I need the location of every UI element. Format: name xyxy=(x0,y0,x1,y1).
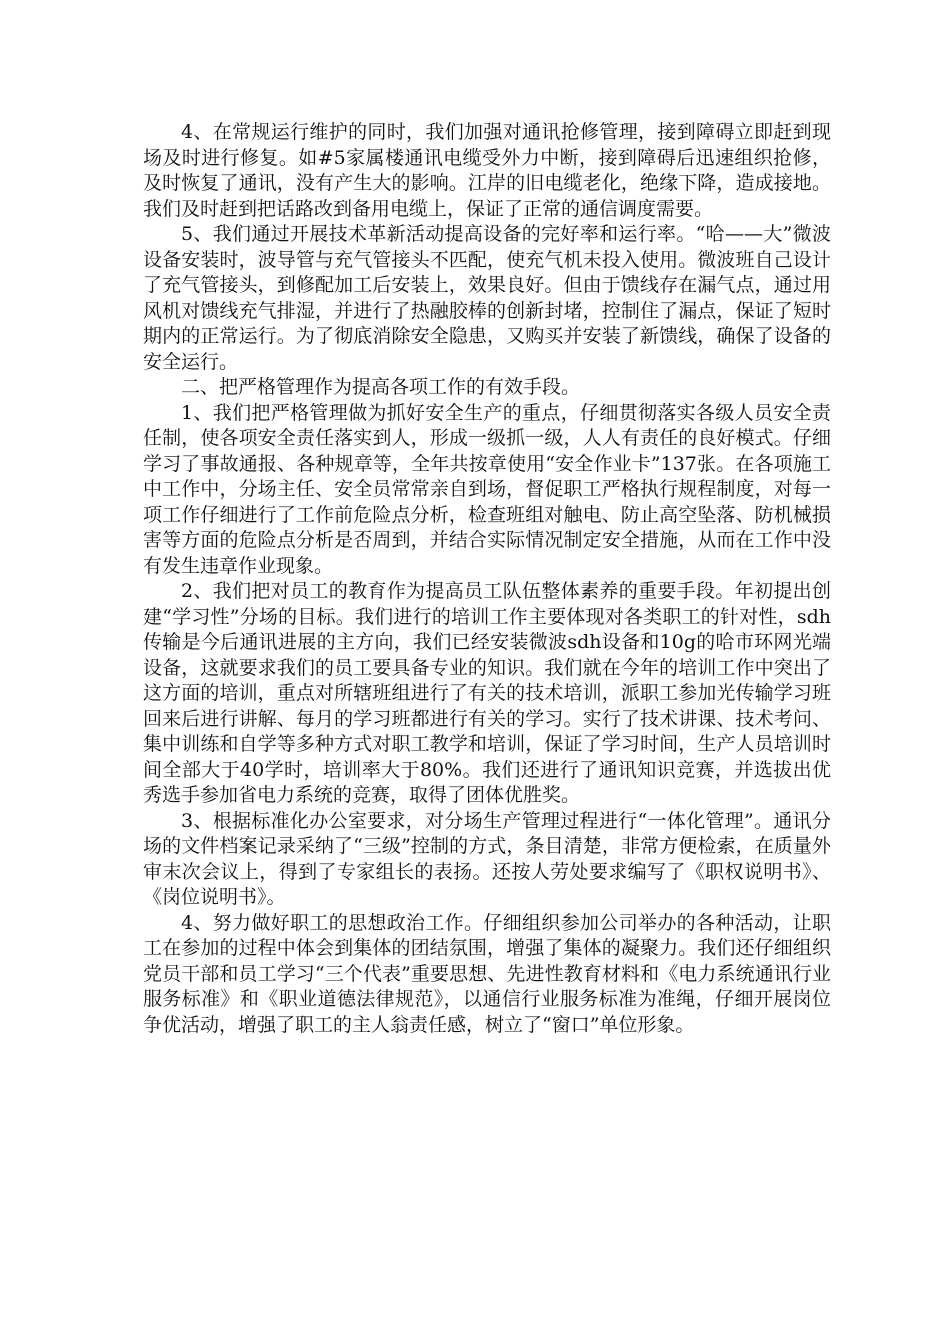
paragraph-4-maintenance: 4、在常规运行维护的同时，我们加强对通讯抢修管理，接到障碍立即赶到现场及时进行修复。如#5家属楼通讯电缆受外力中断，接到障碍后迅速组织抢修，及时恢复了通讯，没有产生大的影响。江岸的旧电缆老化，绝缘下降，造成接地。我们及时赶到把话路改到备用电缆上，保证了正常的通信调度需要。 xyxy=(143,121,831,220)
paragraph-1-strict-management: 1、我们把严格管理做为抓好安全生产的重点，仔细贯彻落实各级人员安全责任制，使各项安全责任落实到人，形成一级抓一级，人人有责任的良好模式。仔细学习了事故通报、各种规章等，全年共按章使用“安全作业卡”137张。在各项施工中工作中，分场主任、安全员常常亲自到场，督促职工严格执行规程制度，对每一项工作仔细进行了工作前危险点分析，检查班组对触电、防止高空坠落、防机械损害等方面的危险点分析是否周到，并结合实际情况制定安全措施，从而在工作中没有发生违章作业现象。 xyxy=(143,401,831,577)
paragraph-2-staff-education: 2、我们把对员工的教育作为提高员工队伍整体素养的重要手段。年初提出创建“学习性”分场的目标。我们进行的培训工作主要体现对各类职工的针对性，sdh传输是今后通讯进展的主方向，我们已经安装微波sdh设备和10g的哈市环网光端设备，这就要求我们的员工要具备专业的知识。我们就在今年的培训工作中突出了这方面的培训，重点对所辖班组进行了有关的技术培训，派职工参加光传输学习班回来后进行讲解、每月的学习班都进行有关的学习。实行了技术讲课、技术考问、集中训练和自学等多种方式对职工教学和培训，保证了学习时间，生产人员培训时间全部大于40学时，培训率大于80%。我们还进行了通讯知识竞赛，并选拔出优秀选手参加省电力系统的竞赛，取得了团体优胜奖。 xyxy=(143,580,831,806)
document-page xyxy=(143,120,831,1038)
section-heading-2: 二、把严格管理作为提高各项工作的有效手段。 xyxy=(181,376,581,398)
paragraph-3-standardization: 3、根据标准化办公室要求，对分场生产管理过程进行“一体化管理”。通讯分场的文件档案记录采纳了“三级”控制的方式，条目清楚，非常方便检索，在质量外审末次会议上，得到了专家组长的表扬。还按人劳处要求编写了《职权说明书》、《岗位说明书》。 xyxy=(143,809,831,908)
paragraph-5-innovation: 5、我们通过开展技术革新活动提高设备的完好率和运行率。“哈——大”微波设备安装时，波导管与充气管接头不匹配，使充气机未投入使用。微波班自己设计了充气管接头，到修配加工后安装上，效果良好。但由于馈线存在漏气点，通过用风机对馈线充气排湿，并进行了热融胶棒的创新封堵，控制住了漏点，保证了短时期内的正常运行。为了彻底消除安全隐患，又购买并安装了新馈线，确保了设备的安全运行。 xyxy=(143,223,831,373)
paragraph-4-political-work: 4、努力做好职工的思想政治工作。仔细组织参加公司举办的各种活动，让职工在参加的过程中体会到集体的团结氛围，增强了集体的凝聚力。我们还仔细组织党员干部和员工学习“三个代表”重要思想、先进性教育材料和《电力系统通讯行业服务标准》和《职业道德法律规范》，以通信行业服务标准为准绳，仔细开展岗位争优活动，增强了职工的主人翁责任感，树立了“窗口”单位形象。 xyxy=(143,911,831,1036)
